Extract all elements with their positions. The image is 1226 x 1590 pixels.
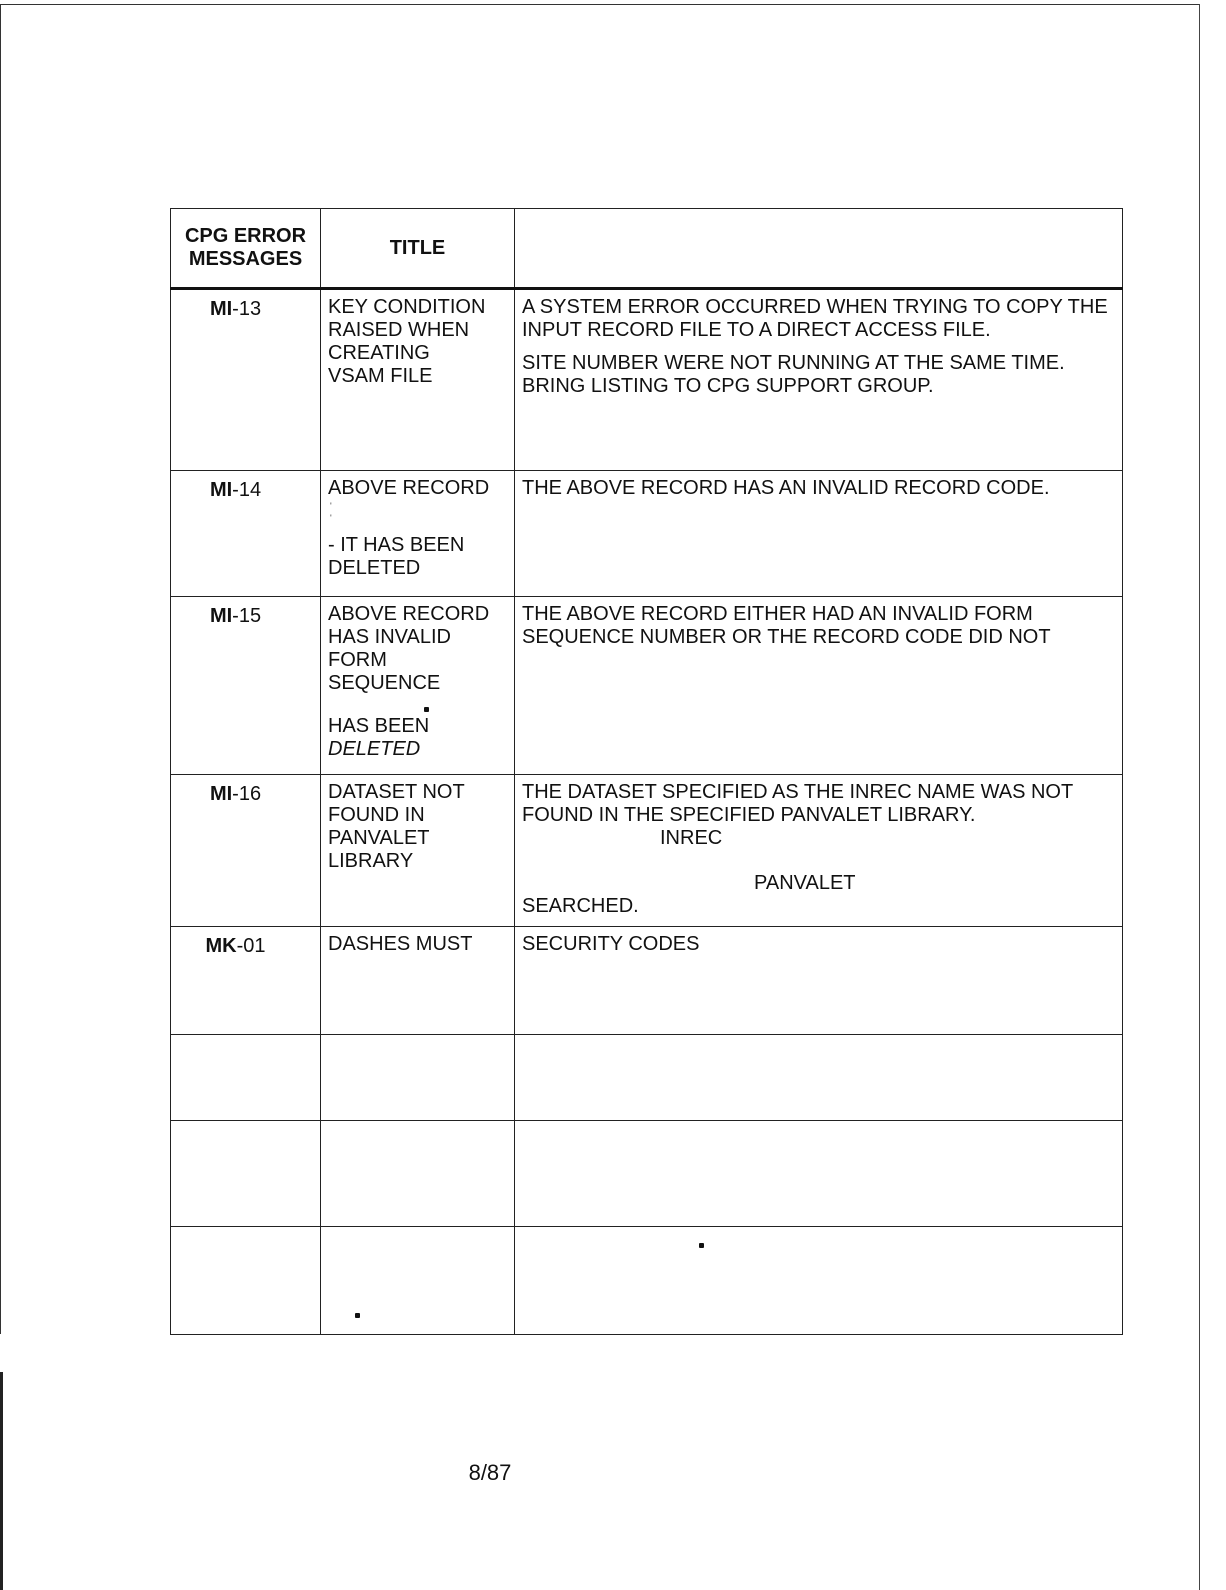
error-title: KEY CONDITION RAISED WHEN CREATING VSAM FILE — [328, 296, 486, 387]
error-title: DASHES MUST — [328, 933, 473, 955]
error-description: THE ABOVE RECORD EITHER HAD AN INVALID FORM SEQUENCE NUMBER OR THE RECORD CODE DID NOT — [522, 603, 1051, 648]
error-title: DATASET NOT FOUND IN PANVALET LIBRARY — [328, 781, 465, 872]
empty-cell — [515, 1035, 1123, 1121]
error-description: A SYSTEM ERROR OCCURRED WHEN TRYING TO COPY THE INPUT RECORD FILE TO A DIRECT ACCESS FILE. SITE NUMBER WERE NOT RUNNING AT THE SAME TIME. BRING LISTING TO CPG SUPPORT GROUP. — [522, 296, 1108, 397]
error-title-cell — [321, 471, 515, 597]
empty-cell — [171, 1035, 321, 1121]
error-code: MI-15 — [209, 605, 262, 627]
empty-cell — [321, 1035, 515, 1121]
stray-mark — [699, 1243, 704, 1248]
empty-row — [171, 1121, 1123, 1227]
page-border-right — [1199, 4, 1200, 1590]
table-header-row — [171, 209, 1123, 289]
empty-cell — [171, 1121, 321, 1227]
error-code-cell — [171, 471, 321, 597]
page-number: 8/87 — [468, 1460, 512, 1485]
error-code: MI-14 — [209, 479, 262, 501]
empty-cell — [321, 1227, 515, 1335]
error-title: ABOVE RECORD ' ' - IT HAS BEEN DELETED — [328, 477, 490, 579]
error-title-cell — [321, 775, 515, 927]
table-row — [171, 927, 1123, 1035]
error-description-cell — [515, 597, 1123, 775]
header-error-messages — [171, 209, 321, 289]
stray-mark — [424, 707, 429, 712]
error-description: THE ABOVE RECORD HAS AN INVALID RECORD CODE. — [522, 477, 1050, 499]
error-messages-table — [170, 208, 1123, 1335]
error-description-cell — [515, 289, 1123, 471]
error-title-cell — [321, 289, 515, 471]
error-description: SECURITY CODES — [522, 933, 700, 955]
error-code: MI-13 — [209, 298, 262, 320]
error-code-cell — [171, 775, 321, 927]
error-description-cell — [515, 775, 1123, 927]
error-code-cell — [171, 597, 321, 775]
error-description-cell — [515, 927, 1123, 1035]
table-row — [171, 597, 1123, 775]
empty-row — [171, 1227, 1123, 1335]
error-code: MK-01 — [205, 935, 266, 957]
empty-cell — [171, 1227, 321, 1335]
error-title-cell — [321, 927, 515, 1035]
page-border-left — [0, 4, 1, 1334]
stray-mark — [355, 1313, 360, 1318]
table-row — [171, 775, 1123, 927]
table-row — [171, 471, 1123, 597]
page-border-top — [0, 4, 1200, 5]
error-code: MI-16 — [209, 783, 262, 805]
empty-row — [171, 1035, 1123, 1121]
header-error-messages-line1: CPG ERROR — [184, 225, 307, 247]
header-description — [515, 209, 1123, 289]
error-code-cell — [171, 289, 321, 471]
empty-cell — [321, 1121, 515, 1227]
empty-cell — [515, 1121, 1123, 1227]
error-title-cell — [321, 597, 515, 775]
header-title-label: TITLE — [389, 236, 446, 259]
error-description-cell — [515, 471, 1123, 597]
header-error-messages-line2: MESSAGES — [188, 248, 303, 270]
error-title: ABOVE RECORD HAS INVALID FORM SEQUENCE HAS BEEN DELETED — [328, 603, 490, 760]
error-code-cell — [171, 927, 321, 1035]
empty-cell — [515, 1227, 1123, 1335]
header-title — [321, 209, 515, 289]
error-description: THE DATASET SPECIFIED AS THE INREC NAME WAS NOT FOUND IN THE SPECIFIED PANVALET LIBRARY. INREC PANVALET SEARCHED. — [522, 781, 1073, 917]
table-row — [171, 289, 1123, 471]
